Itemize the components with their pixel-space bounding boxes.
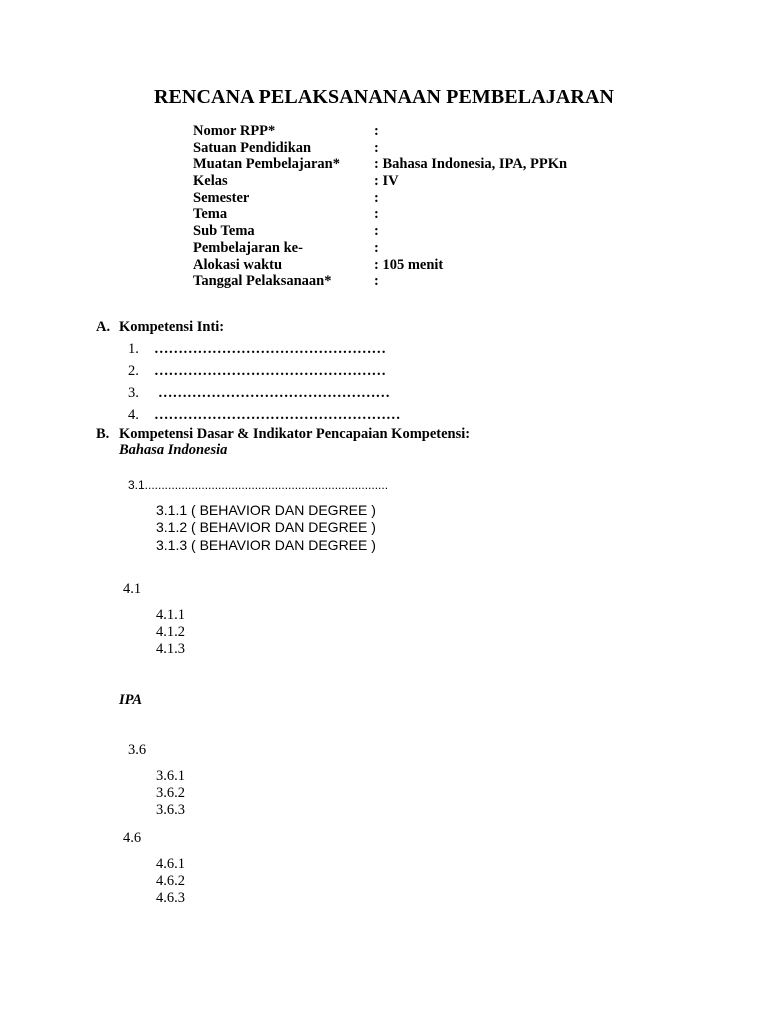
identity-label-pembelajaran-ke: Pembelajaran ke- <box>193 240 303 256</box>
indicator-3-1-2: 3.1.2 ( BEHAVIOR DAN DEGREE ) <box>156 519 376 535</box>
section-b-title: Kompetensi Dasar & Indikator Pencapaian Kompetensi: <box>119 426 471 442</box>
document-title: RENCANA PELAKSANANAAN PEMBELAJARAN <box>153 86 615 108</box>
subject-ipa: IPA <box>119 692 143 708</box>
indicator-4-6-3: 4.6.3 <box>156 890 185 906</box>
identity-value-satuan-pendidikan: : <box>374 140 379 156</box>
indicator-3-6-3: 3.6.3 <box>156 802 185 818</box>
section-a-letter: A. <box>96 319 111 335</box>
identity-value-sub-tema: : <box>374 223 379 239</box>
section-a-title: Kompetensi Inti: <box>119 319 225 335</box>
identity-label-tanggal-pelaksanaan: Tanggal Pelaksanaan* <box>193 273 332 289</box>
indicator-4-6-1: 4.6.1 <box>156 856 185 872</box>
identity-value-tanggal-pelaksanaan: : <box>374 273 379 289</box>
indicator-3-1-3: 3.1.3 ( BEHAVIOR DAN DEGREE ) <box>156 537 376 553</box>
indicator-4-6-2: 4.6.2 <box>156 873 185 889</box>
identity-value-tema: : <box>374 206 379 222</box>
indicator-4-1-3: 4.1.3 <box>156 641 185 657</box>
identity-value-nomor-rpp: : <box>374 123 379 139</box>
identity-value-alokasi-waktu: : 105 menit <box>374 257 444 273</box>
identity-label-sub-tema: Sub Tema <box>193 223 255 239</box>
ki-item-1-dots: ………………………………………… <box>154 341 386 357</box>
identity-label-alokasi-waktu: Alokasi waktu <box>193 257 283 273</box>
identity-value-kelas: : IV <box>374 173 399 189</box>
ki-item-2-number: 2. <box>128 363 139 379</box>
identity-value-pembelajaran-ke: : <box>374 240 379 256</box>
ki-item-2-dots: ………………………………………… <box>154 363 386 379</box>
identity-value-semester: : <box>374 190 379 206</box>
kd-3-1: 3.1......................................................................... <box>128 478 389 492</box>
ki-item-1-number: 1. <box>128 341 139 357</box>
ki-item-3-number: 3. <box>128 385 139 401</box>
identity-label-nomor-rpp: Nomor RPP* <box>193 123 276 139</box>
kd-4-6: 4.6 <box>123 830 142 846</box>
ki-item-4-number: 4. <box>128 407 139 423</box>
indicator-3-1-1: 3.1.1 ( BEHAVIOR DAN DEGREE ) <box>156 502 376 518</box>
ki-item-3-dots: ………………………………………… <box>158 385 390 401</box>
identity-label-kelas: Kelas <box>193 173 228 189</box>
kd-3-6: 3.6 <box>128 742 147 758</box>
identity-label-muatan-pembelajaran: Muatan Pembelajaran* <box>193 156 340 172</box>
identity-label-tema: Tema <box>193 206 228 222</box>
section-b-letter: B. <box>96 426 110 442</box>
ki-item-4-dots: …………………………………………… <box>154 407 401 423</box>
indicator-4-1-2: 4.1.2 <box>156 624 185 640</box>
indicator-3-6-2: 3.6.2 <box>156 785 185 801</box>
identity-label-satuan-pendidikan: Satuan Pendidikan <box>193 140 312 156</box>
indicator-4-1-1: 4.1.1 <box>156 607 185 623</box>
identity-value-muatan-pembelajaran: : Bahasa Indonesia, IPA, PPKn <box>374 156 568 172</box>
identity-label-semester: Semester <box>193 190 250 206</box>
indicator-3-6-1: 3.6.1 <box>156 768 185 784</box>
kd-4-1: 4.1 <box>123 581 142 597</box>
subject-bahasa-indonesia: Bahasa Indonesia <box>119 442 228 458</box>
